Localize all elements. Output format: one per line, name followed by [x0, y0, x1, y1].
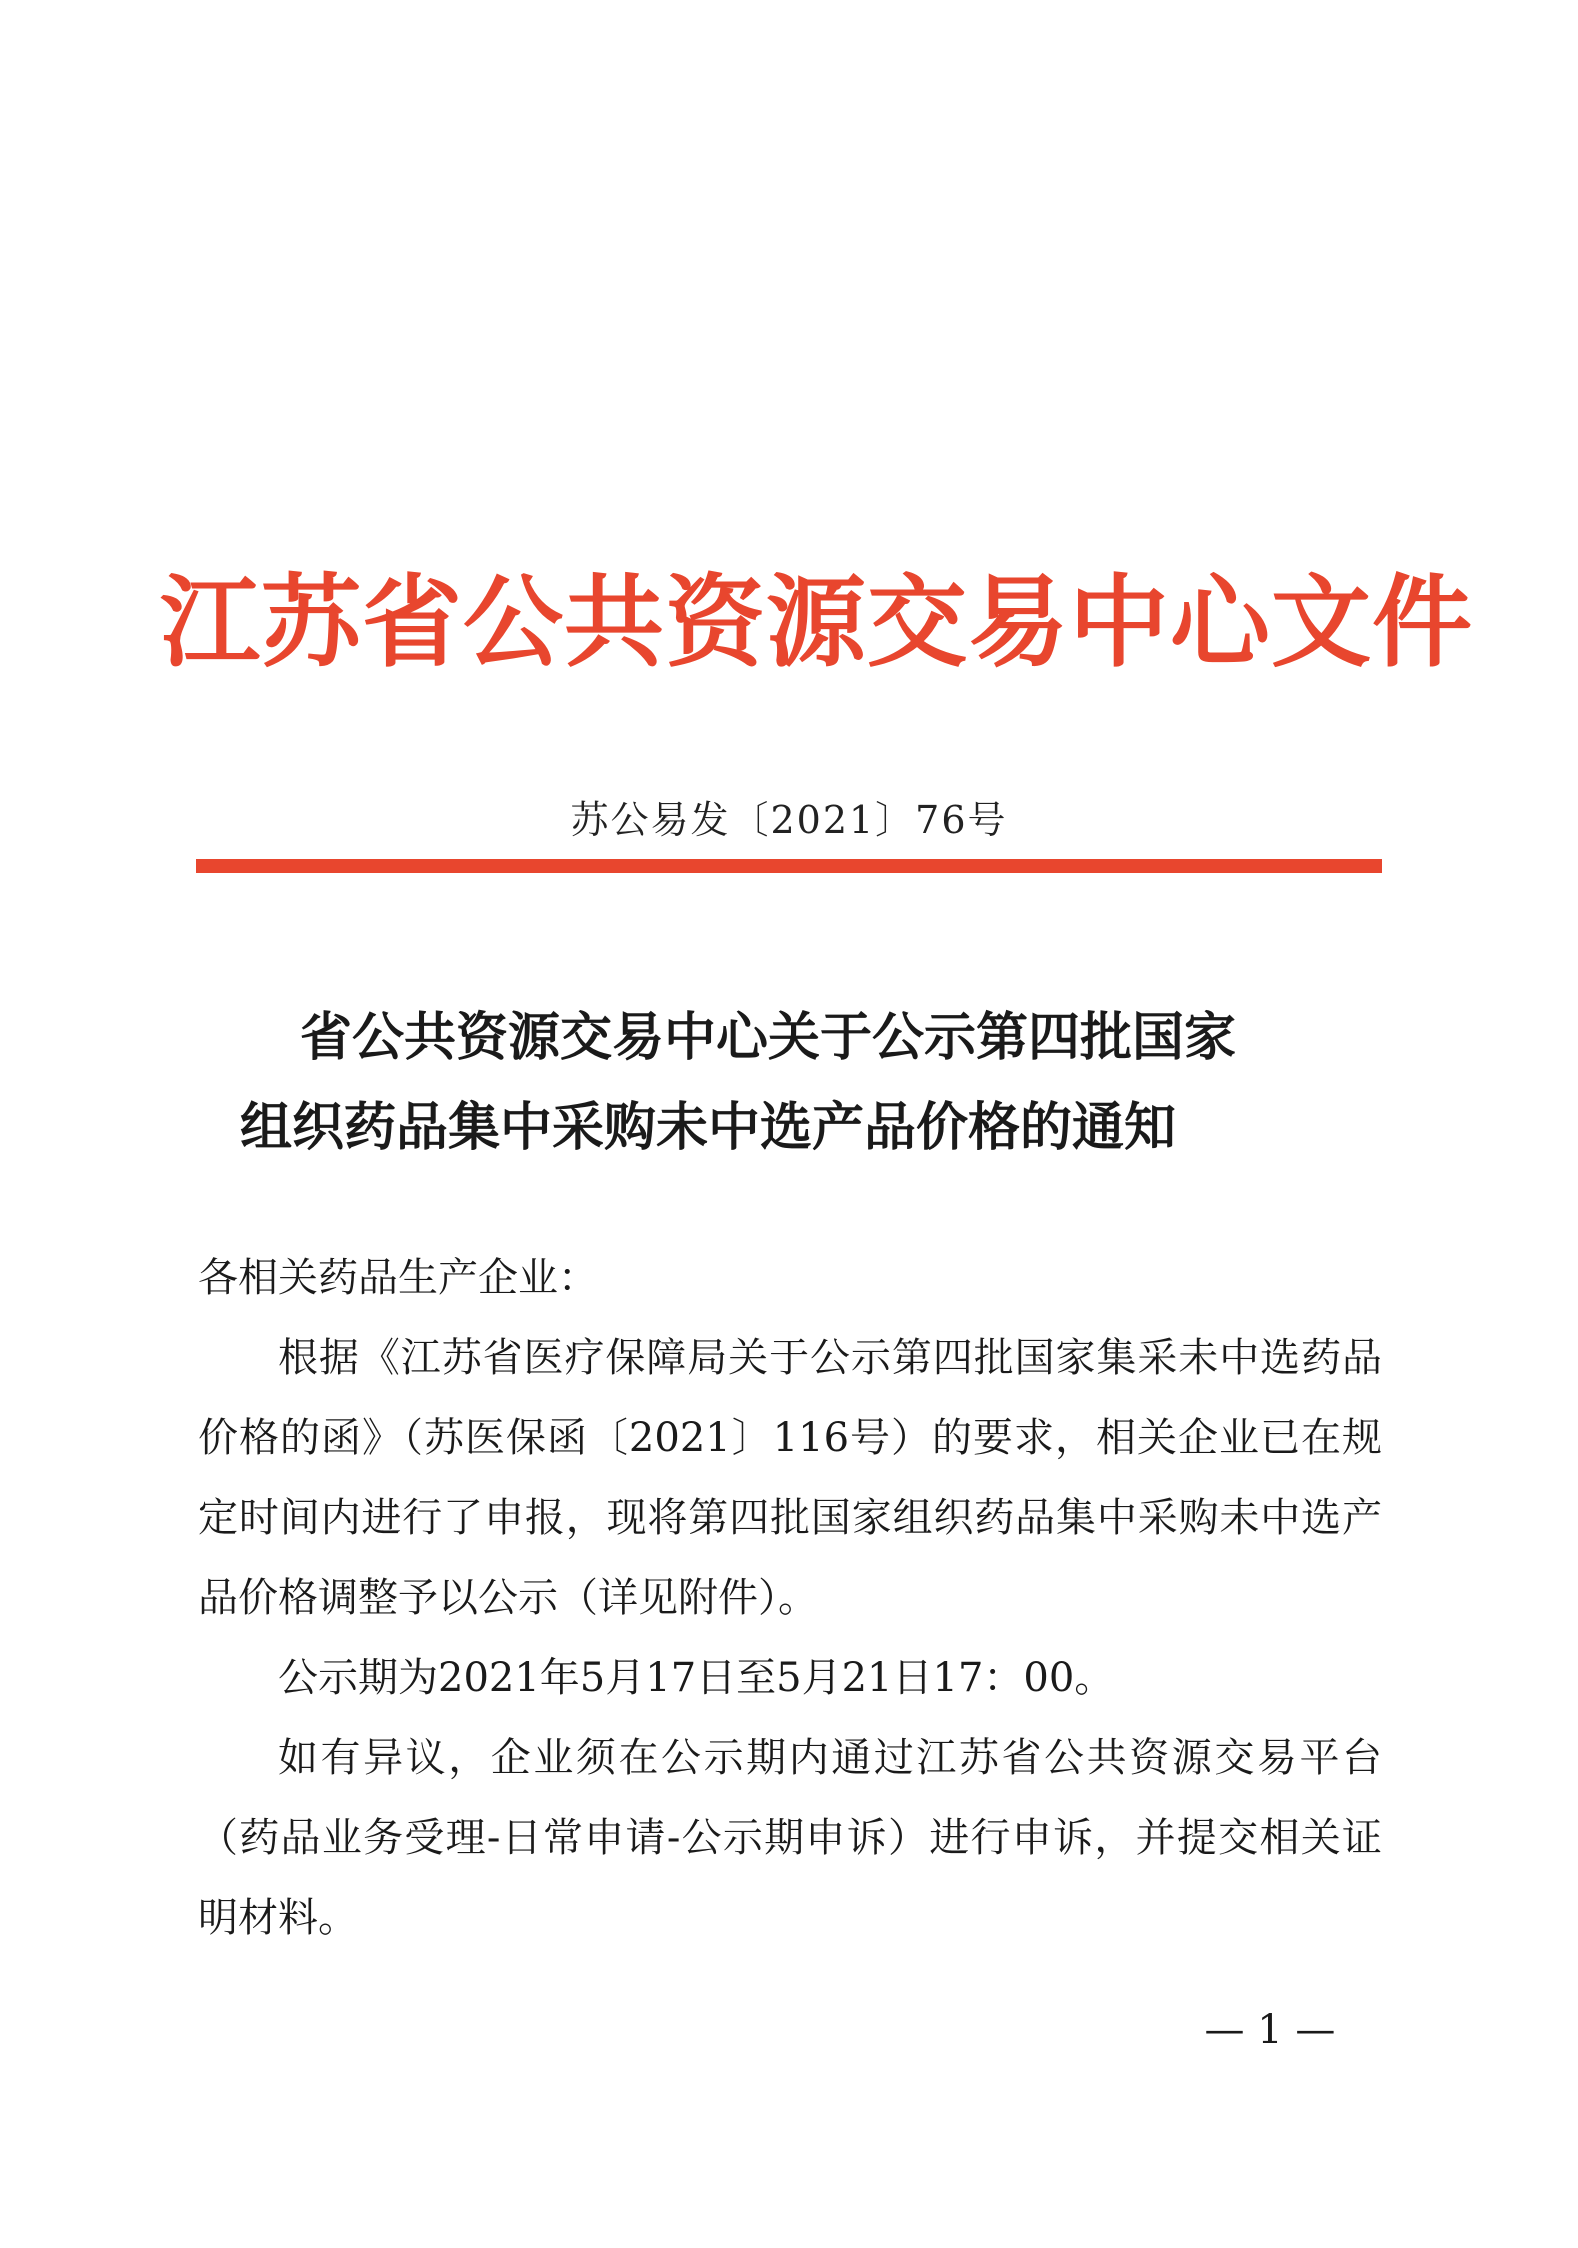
page-number: — 1 —: [1204, 2007, 1336, 2053]
document-number: 苏公易发〔2021〕76号: [570, 798, 1008, 842]
body-paragraph-period: 公示期为2021年5月17日至5月21日17：00。: [278, 1655, 1115, 1701]
notice-title-line-1: 省公共资源交易中心关于公示第四批国家: [300, 1008, 1237, 1068]
notice-body: [198, 1238, 1382, 1958]
body-paragraph-objection: 如有异议，企业须在公示期内通过江苏省公共资源交易平台（药品业务受理-日常申请-公示期申诉）进行申诉，并提交相关证明材料。: [198, 1735, 1382, 1941]
red-divider: [196, 859, 1382, 873]
notice-title: [240, 993, 1400, 1173]
notice-title-line-2: 组织药品集中采购未中选产品价格的通知: [240, 1098, 1177, 1158]
organization-title: 江苏省公共资源交易中心文件: [160, 564, 1473, 681]
salutation: 各相关药品生产企业：: [198, 1255, 598, 1301]
body-paragraph-basis: 根据《江苏省医疗保障局关于公示第四批国家集采未中选药品价格的函》（苏医保函〔2021〕116号）的要求，相关企业已在规定时间内进行了申报，现将第四批国家组织药品集中采购未中选产品价格调整予以公示（详见附件）。: [198, 1335, 1382, 1621]
